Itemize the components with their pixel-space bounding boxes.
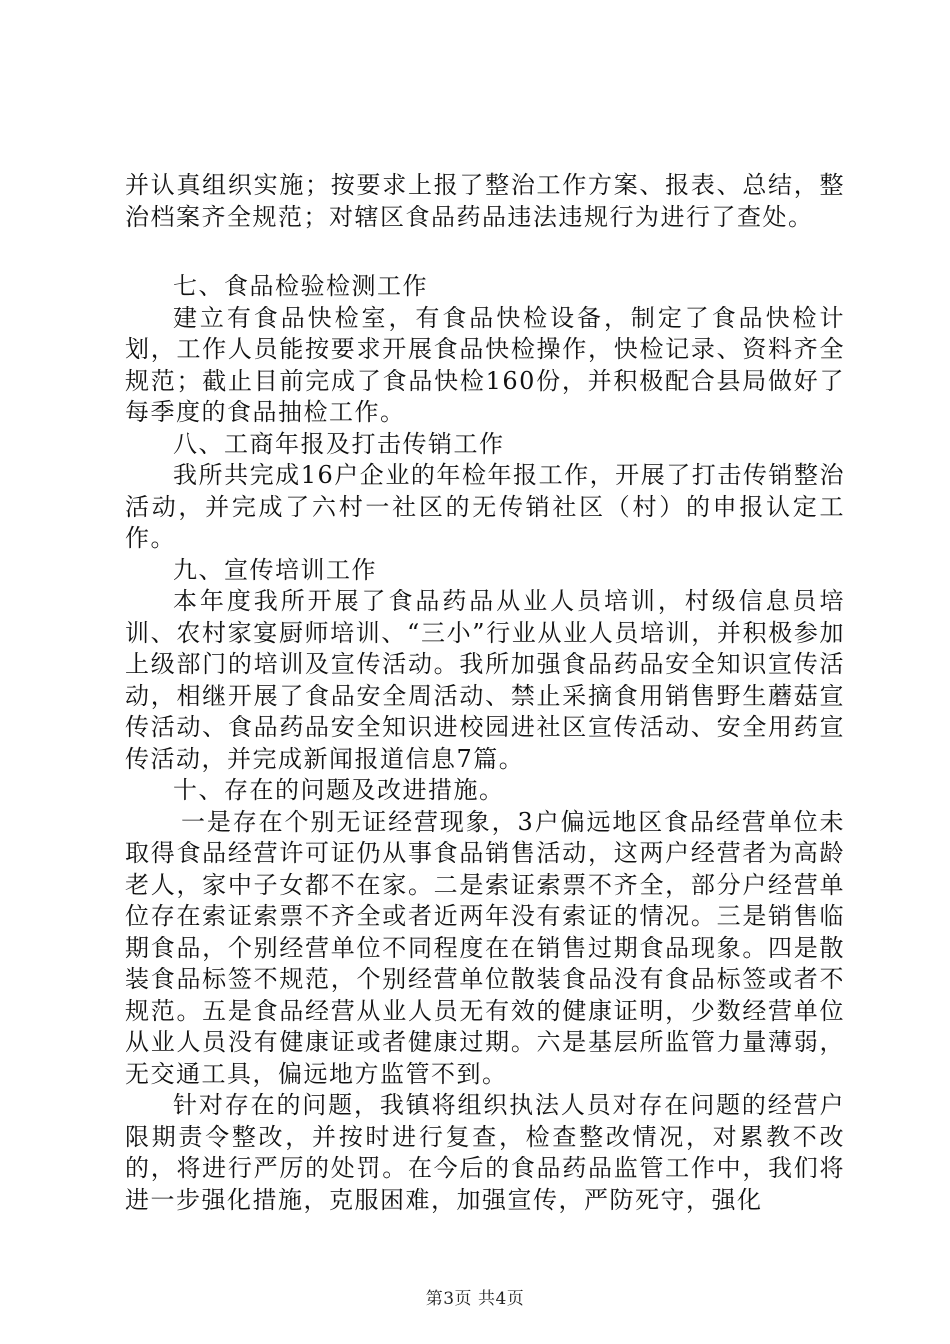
section-7-paragraph: 建立有食品快检室，有食品快检设备，制定了食品快检计划，工作人员能按要求开展食品快检操作，快检记录、资料齐全规范；截止目前完成了食品快检160份，并积极配合县局做好了每季度的食品抽检工作。 (125, 303, 845, 426)
section-heading-7: 七、食品检验检测工作 (173, 272, 428, 300)
continuation-paragraph: 并认真组织实施；按要求上报了整治工作方案、报表、总结，整治档案齐全规范；对辖区食品药品违法违规行为进行了查处。 (125, 171, 845, 231)
section-heading-8: 八、工商年报及打击传销工作 (173, 429, 505, 458)
section-10-paragraph-measures: 针对存在的问题，我镇将组织执法人员对存在问题的经营户限期责令整改，并按时进行复查，检查整改情况，对累教不改的，将进行严厉的处罚。在今后的食品药品监管工作中，我们将进一步强化措施，克服困难，加强宣传，严防死守，强化 (125, 1091, 845, 1214)
section-9-paragraph: 本年度我所开展了食品药品从业人员培训，村级信息员培训、农村家宴厨师培训、“三小”行业从业人员培训，并积极参加上级部门的培训及宣传活动。我所加强食品药品安全知识宣传活动，相继开展了食品安全周活动、禁止采摘食用销售野生蘑菇宣传活动、食品药品安全知识进校园进社区宣传活动、安全用药宣传活动，并完成新闻报道信息7篇。 (125, 587, 845, 773)
section-10-paragraph-problems: 一是存在个别无证经营现象，3户偏远地区食品经营单位未取得食品经营许可证仍从事食品销售活动，这两户经营者为高龄老人，家中子女都不在家。二是索证索票不齐全，部分户经营单位存在索证索票不齐全或者近两年没有索证的情况。三是销售临期食品，个别经营单位不同程度在在销售过期食品现象。四是散装食品标签不规范，个别经营单位散装食品没有食品标签或者不规范。五是食品经营从业人员无有效的健康证明，少数经营单位从业人员没有健康证或者健康过期。六是基层所监管力量薄弱，无交通工具，偏远地方监管不到。 (125, 807, 845, 1088)
section-heading-9: 九、宣传培训工作 (173, 555, 377, 584)
document-body (125, 170, 845, 1216)
section-8-paragraph: 我所共完成16户企业的年检年报工作，开展了打击传销整治活动，并完成了六村一社区的无传销社区（村）的申报认定工作。 (125, 461, 845, 552)
page-footer: 第3页 共4页 (425, 1289, 525, 1309)
section-heading-10: 十、存在的问题及改进措施。 (173, 776, 505, 804)
